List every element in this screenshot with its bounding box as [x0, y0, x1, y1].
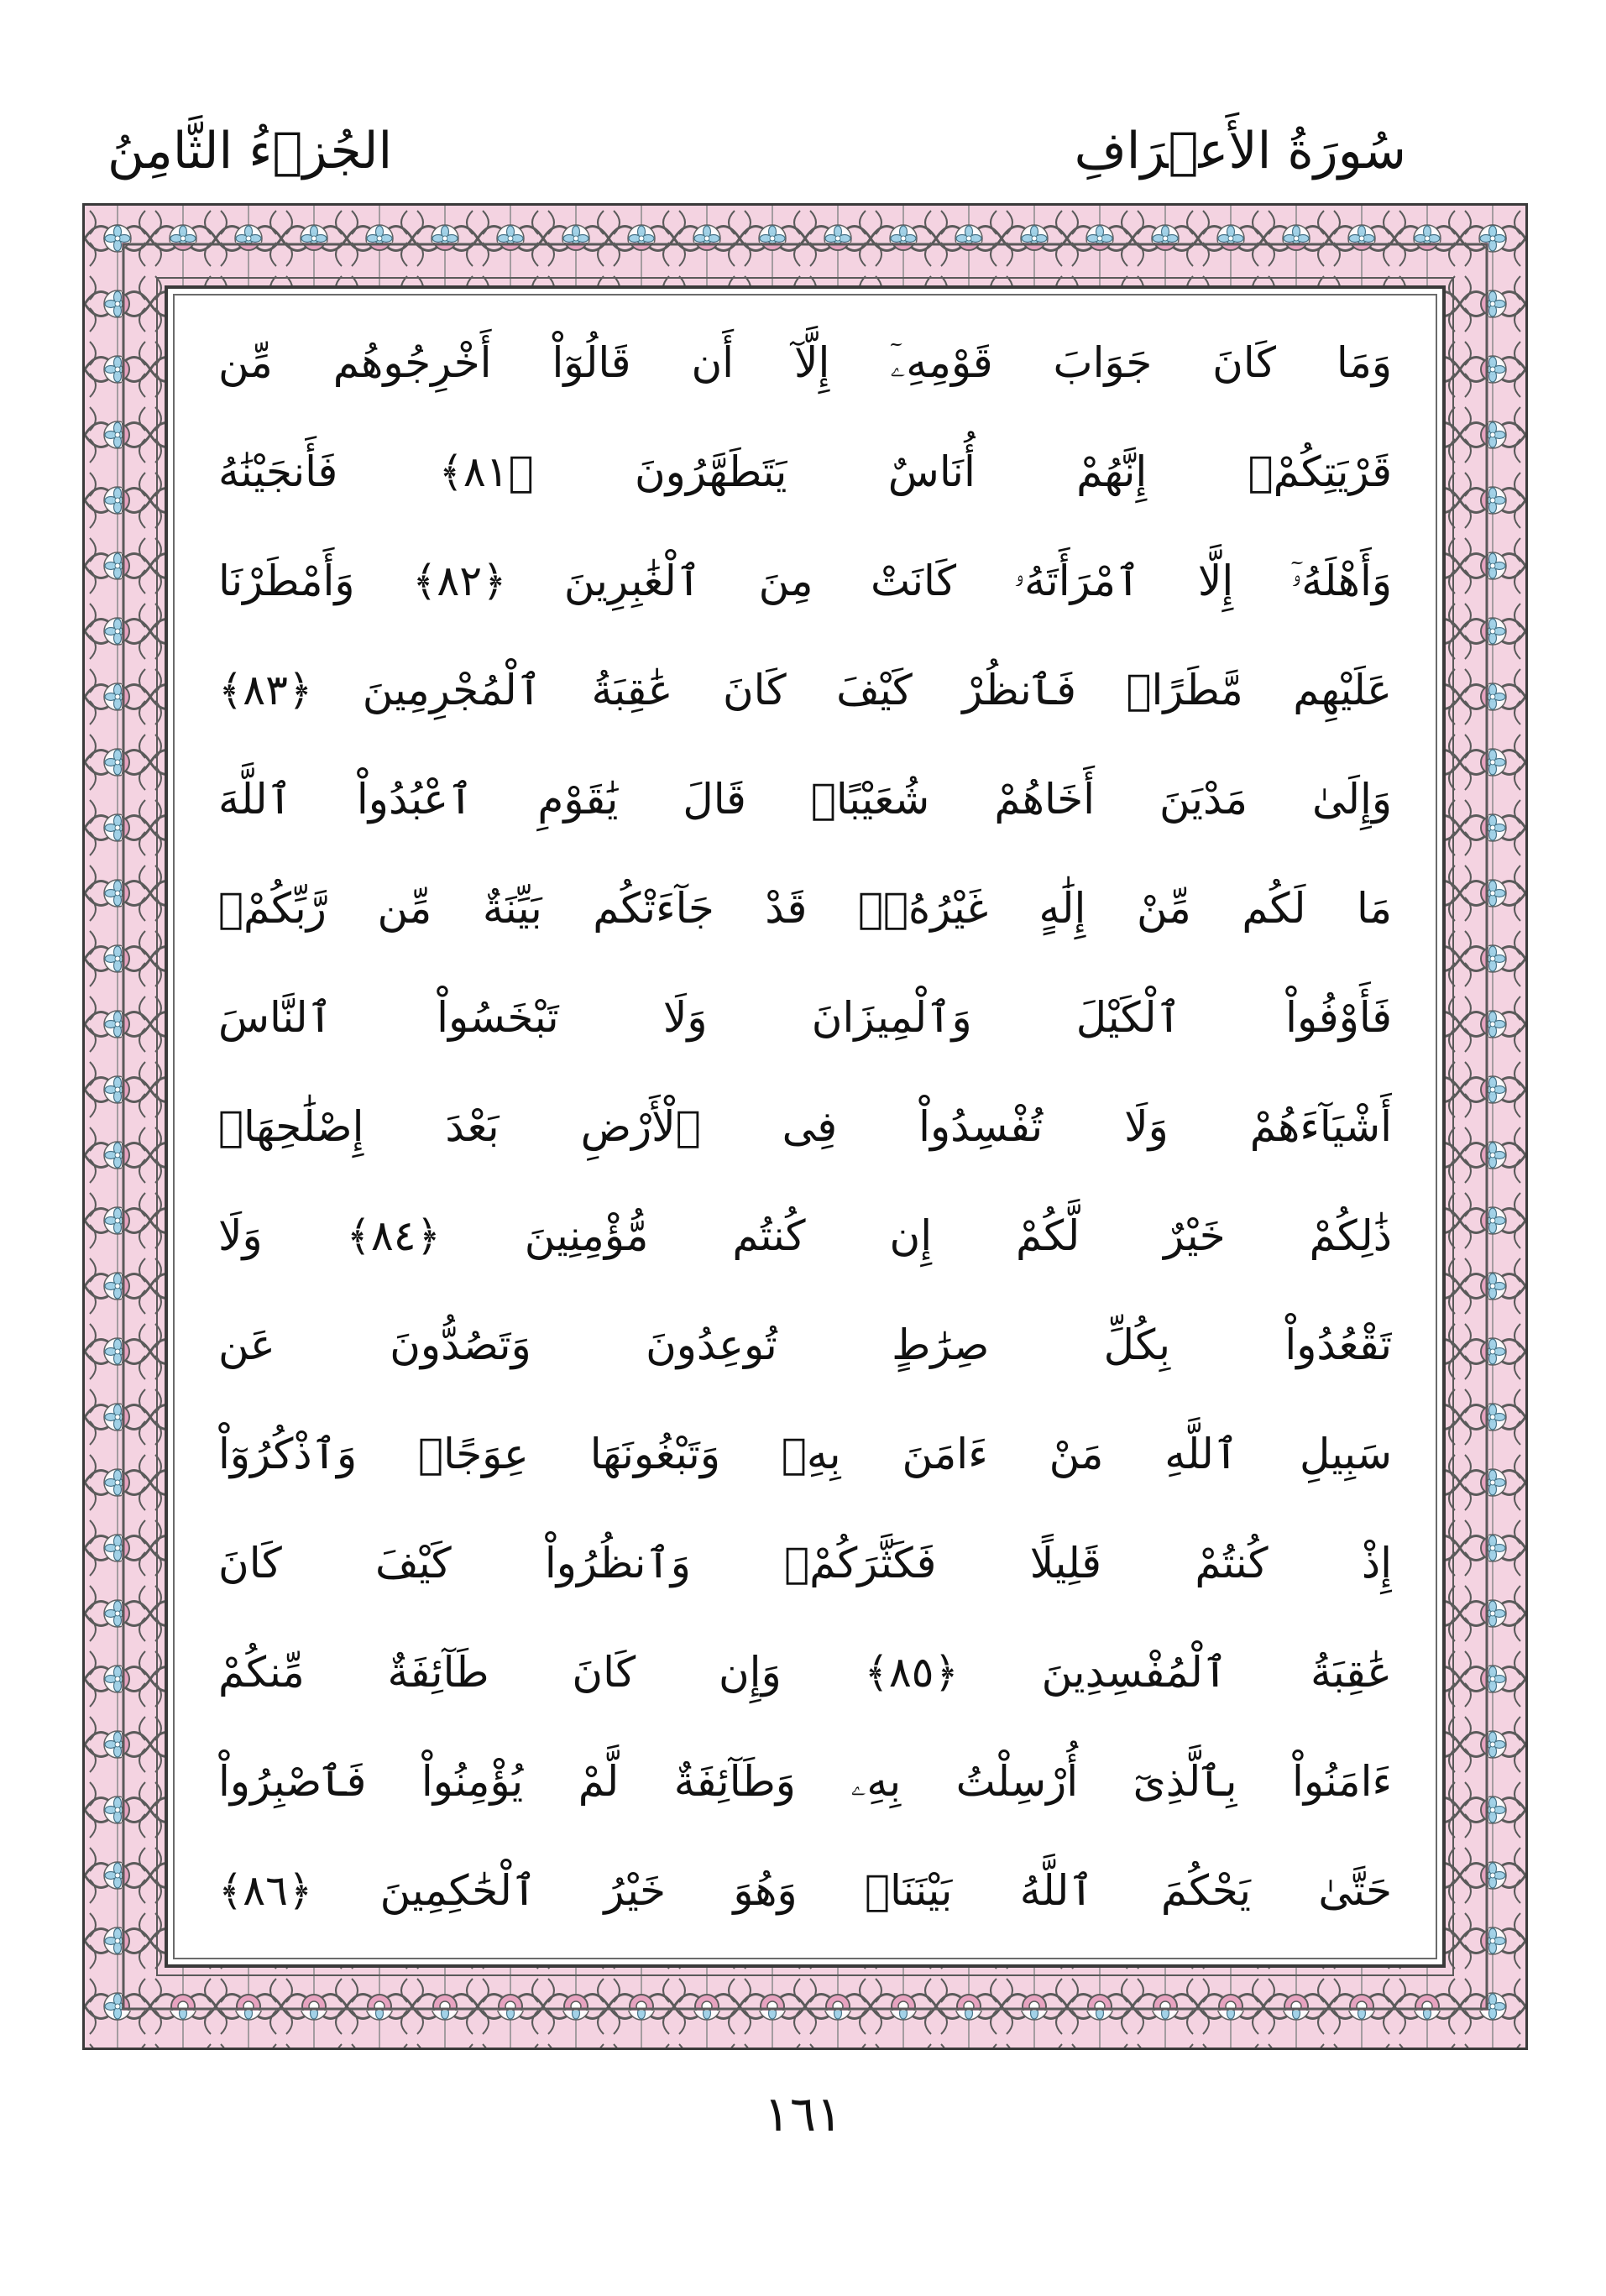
verse-line-3: وَأَهْلَهُۥٓ إِلَّا ٱمْرَأَتَهُۥ كَانَتْ مِنَ ٱلْغَٰبِرِينَ ﴿٨٢﴾ وَأَمْطَرْنَا: [218, 557, 1392, 605]
verse-line-1: وَمَا كَانَ جَوَابَ قَوْمِهِۦٓ إِلَّآ أَن قَالُوٓاْ أَخْرِجُوهُم مِّن: [218, 338, 1392, 387]
verse-line-14: ءَامَنُواْ بِٱلَّذِىٓ أُرْسِلْتُ بِهِۦ وَطَآئِفَةٌ لَّمْ يُؤْمِنُواْ فَٱصْبِرُواْ: [218, 1757, 1392, 1806]
text-panel: [165, 285, 1446, 1968]
verse-line-9: ذَٰلِكُمْ خَيْرٌ لَّكُمْ إِن كُنتُم مُّؤْمِنِينَ ﴿٨٤﴾ وَلَا: [218, 1211, 1392, 1260]
verse-line-5: وَإِلَىٰ مَدْيَنَ أَخَاهُمْ شُعَيْبًاۗ قَالَ يَٰقَوْمِ ٱعْبُدُواْ ٱللَّهَ: [218, 775, 1392, 824]
verse-line-10: تَقْعُدُواْ بِكُلِّ صِرَٰطٍ تُوعِدُونَ وَتَصُدُّونَ عَن: [218, 1321, 1392, 1369]
juz-name: الجُزۡءُ الثَّامِنُ: [107, 122, 393, 180]
verse-line-2: قَرْيَتِكُمْۖ إِنَّهُمْ أُنَاسٌ يَتَطَهَّرُونَ ﴿٨١﴾ فَأَنجَيْنَٰهُ: [218, 447, 1392, 496]
verse-line-12: إِذْ كُنتُمْ قَلِيلًا فَكَثَّرَكُمْۖ وَٱنظُرُواْ كَيْفَ كَانَ: [218, 1539, 1392, 1587]
verse-line-13: عَٰقِبَةُ ٱلْمُفْسِدِينَ ﴿٨٥﴾ وَإِن كَانَ طَآئِفَةٌ مِّنكُمْ: [218, 1648, 1392, 1697]
verse-line-6: مَا لَكُم مِّنْ إِلَٰهٍ غَيْرُهُۥۖ قَدْ جَآءَتْكُم بَيِّنَةٌ مِّن رَّبِّكُمْۖ: [218, 884, 1392, 933]
verse-line-7: فَأَوْفُواْ ٱلْكَيْلَ وَٱلْمِيزَانَ وَلَا تَبْخَسُواْ ٱلنَّاسَ: [218, 993, 1392, 1042]
verse-line-4: عَلَيْهِم مَّطَرًاۖ فَٱنظُرْ كَيْفَ كَانَ عَٰقِبَةُ ٱلْمُجْرِمِينَ ﴿٨٣﴾: [218, 666, 1392, 714]
verse-line-15: حَتَّىٰ يَحْكُمَ ٱللَّهُ بَيْنَنَاۚ وَهُوَ خَيْرُ ٱلْحَٰكِمِينَ ﴿٨٦﴾: [218, 1866, 1392, 1915]
verse-line-8: أَشْيَآءَهُمْ وَلَا تُفْسِدُواْ فِى ٱلْأَرْضِ بَعْدَ إِصْلَٰحِهَاۚ: [218, 1102, 1392, 1151]
verse-lines: [218, 314, 1392, 1939]
verse-line-11: سَبِيلِ ٱللَّهِ مَنْ ءَامَنَ بِهِۦ وَتَبْغُونَهَا عِوَجًاۚ وَٱذْكُرُوٓاْ: [218, 1430, 1392, 1478]
page-number: ١٦١: [763, 2085, 843, 2142]
ornamental-frame: [82, 203, 1528, 2050]
surah-name: سُورَةُ الأَعۡرَافِ: [1074, 122, 1406, 180]
